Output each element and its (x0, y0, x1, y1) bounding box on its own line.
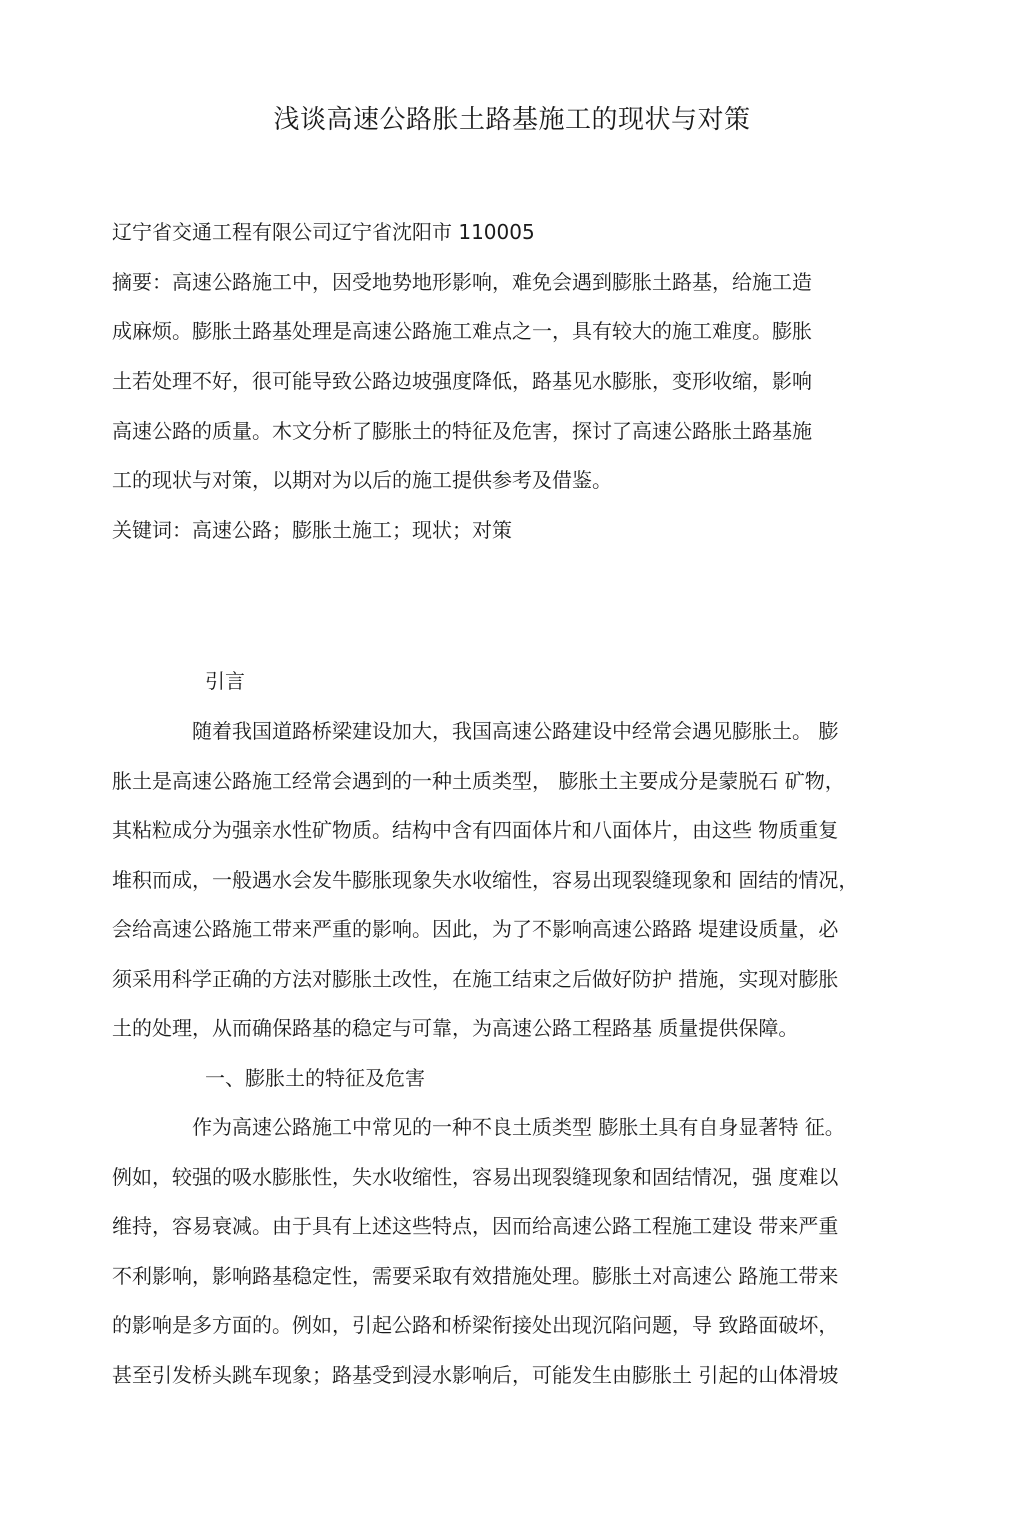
keywords: 关键词：高速公路；膨胀土施工；现状；对策 (112, 518, 512, 542)
section1-line: 维持，容易衰减。由于具有上述这些特点，因而给高速公路工程施工建设 带来严重 (112, 1214, 839, 1238)
intro-line: 土的处理，从而确保路基的稳定与可靠，为高速公路工程路基 质量提供保障。 (112, 1016, 799, 1040)
abstract-line: 成麻烦。膨胀土路基处理是高速公路施工难点之一，具有较大的施工难度。膨胀 (112, 319, 812, 343)
section1-line: 作为高速公路施工中常见的一种不良土质类型 膨胀土具有自身显著特 征。 (112, 1115, 845, 1139)
intro-line: 堆积而成，一般遇水会发牛膨胀现象失水收缩性，容易出现裂缝现象和 固结的情况， (112, 868, 859, 892)
document-title: 浅谈高速公路胀土路基施工的现状与对策 (273, 105, 751, 135)
abstract-line: 摘要：高速公路施工中，因受地势地形影响，难免会遇到膨胀土路基，给施工造 (112, 270, 812, 294)
intro-heading: 引言 (205, 669, 245, 693)
section1-line: 的影响是多方面的。例如，引起公路和桥梁衔接处出现沉陷问题，导 致路面破坏， (112, 1313, 839, 1337)
intro-line: 须采用科学正确的方法对膨胀土改性，在施工结束之后做好防护 措施，实现对膨胀 (112, 967, 839, 991)
abstract-line: 土若处理不好，很可能导致公路边坡强度降低，路基见水膨胀，变形收缩，影响 (112, 369, 812, 393)
intro-line: 其粘粒成分为强亲水性矿物质。结构中含有四面体片和八面体片，由这些 物质重复 (112, 818, 839, 842)
section1-line: 例如，较强的吸水膨胀性，失水收缩性，容易出现裂缝现象和固结情况，强 度难以 (112, 1165, 839, 1189)
intro-line: 会给高速公路施工带来严重的影响。因此，为了不影响高速公路路 堤建设质量，必 (112, 917, 839, 941)
abstract-line: 工的现状与对策，以期对为以后的施工提供参考及借鉴。 (112, 468, 612, 492)
section1-line: 不利影响，影响路基稳定性，需要采取有效措施处理。膨胀土对高速公 路施工带来 (112, 1264, 839, 1288)
intro-line: 胀土是高速公路施工经常会遇到的一种土质类型， 膨胀土主要成分是蒙脱石 矿物， (112, 769, 845, 793)
section1-heading: 一、膨胀土的特征及危害 (205, 1066, 425, 1090)
section1-line: 甚至引发桥头跳车现象；路基受到浸水影响后，可能发生由膨胀土 引起的山体滑坡 (112, 1363, 839, 1387)
affiliation: 辽宁省交通工程有限公司辽宁省沈阳市 110005 (112, 220, 535, 244)
intro-line: 随着我国道路桥梁建设加大，我国高速公路建设中经常会遇见膨胀土。 膨 (112, 719, 839, 743)
abstract-line: 高速公路的质量。木文分析了膨胀土的特征及危害，探讨了高速公路胀土路基施 (112, 419, 812, 443)
